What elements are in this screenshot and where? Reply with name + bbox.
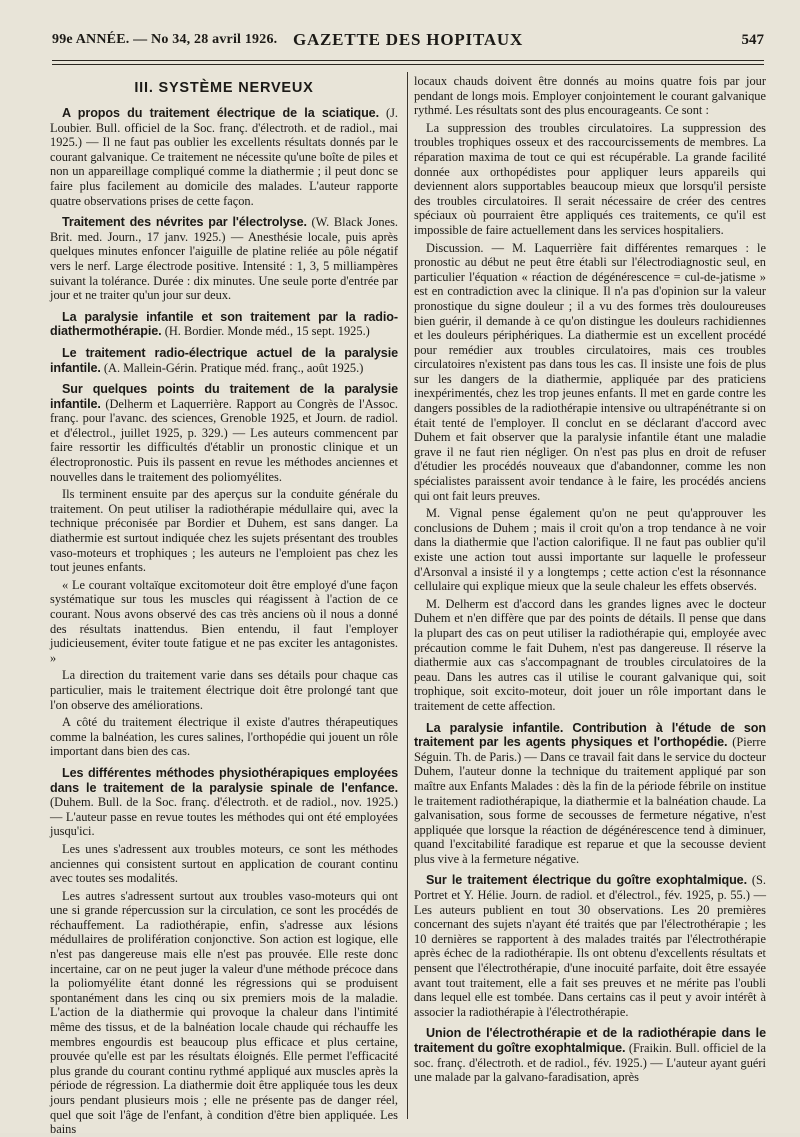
issue-line: 99e ANNÉE. — No 34, 28 avril 1926. bbox=[52, 32, 278, 47]
section-title: III. SYSTÈME NERVEUX bbox=[134, 80, 314, 96]
article-body: (W. Black Jones. Brit. med. Journ., 17 janv. 1925.) — Anesthésie locale, puis après quelques minutes enfoncer l'aiguille de platine reliée au pôle négatif vers le nerf. Large électrode positive. Intensité : 1, 3, 5 milliampères suivant la tolérance. Durée : dix minutes. Une seule porte d'entrée par jour et ne traiter qu'un jour sur deux. bbox=[50, 215, 399, 303]
article-radio-electrique bbox=[50, 346, 398, 375]
column-divider bbox=[407, 72, 408, 1119]
left-column bbox=[50, 74, 399, 1137]
paragraph: La suppression des troubles circulatoires. La suppression des troubles trophiques osseux et des raccourcissements de membres. La réparation maxima de tout ce qui est récupérable. La grande facilité donnée aux orthopédistes pour appliquer leurs appareils qui deviennent alors supportables beaucoup mieux que lorsqu'il persiste des troubles circulatoires. Il serait nécessaire de créer des centres spéciaux où pourraient être appliqués ces traitements, ce qu'il est impossible de faire actuellement dans les services hospitaliers. bbox=[414, 120, 766, 237]
article-title: A propos du traitement électrique de la sciatique. bbox=[62, 106, 379, 120]
article-radio-diathermo bbox=[50, 310, 398, 339]
paragraph: Ils terminent ensuite par des aperçus sur la conduite générale du traitement. On peut utiliser la radiothérapie médullaire qui, avec la technique préconisée par Bordier et Duhem, est sans danger. La diathermie est surtout indiquée chez les sujets présentant des troubles vaso-moteurs et trophiques ; les auteurs ne l'emploient pas chez les tout jeunes enfants. bbox=[50, 487, 398, 575]
paragraph-quote: « Le courant voltaïque excitomoteur doit être employé d'une façon systématique sur tous les muscles qui réagissent à l'action de ce courant. Nous avons observé des cas très anciens où il nous a donné des résultats inattendus. Bien entendu, il faut l'employer judicieusement, éviter toute fatigue et ne pas exciter les antagonistes. » bbox=[50, 577, 398, 665]
article-body: (Pierre Séguin. Th. de Paris.) — Dans ce travail fait dans le service du docteur Duhem, l'auteur donne la technique du traitement appliqué par son maître aux Enfants Malades : dès la fin de la période fébrile on institue le traitement radiothérapique, la diathermie et la balnéation chaude. La galvanisation, sous forme de secousses de fermeture négative, n'est appliquée que lorsque la réaction de dégénérescence tend à diminuer, quand l'excitabilité faradique est reparue et que la secousse devient plus vive à la fermeture négative. bbox=[414, 735, 766, 866]
paragraph-continued: locaux chauds doivent être donnés au moins quatre fois par jour pendant de longs mois. Employer conjointement le courant galvanique rythmé. Les résultats sont des plus encourageants. Ce sont : bbox=[414, 74, 766, 118]
paragraph: Les autres s'adressent surtout aux troubles vaso-moteurs qui ont une si grande répercussion sur la circulation, ce sont les procédés de réchauffement. La radiothérapie, enfin, s'adresse aux lésions médullaires de prolifération conjonctive. Son action est logique, elle n'est pas dangereuse mais elle n'est pas prouvée. Elle reste donc incertaine, car on ne peut juger la valeur d'une méthode précoce dans la poliomyélite étant donné les régressions qui se produisent spontanément dans les cinq ou six premiers mois de la maladie. L'action de la diathermie qui provoque la chaleur dans l'intimité même des tissus, et de la balnéation locale chaude qui réchauffe les membres engourdis est beaucoup plus efficace et plus certaine, prouvée qu'elle est par les résultats éloignés. Elle permet l'efficacité plus grande du courant continu rythmé appliqué aux muscles après la période de régression. La diathermie doit être appliquée tous les deux jours pendant plusieurs mois ; elle ne présente pas de danger réel, quel que soit l'âge de l'enfant, à condition d'être bien appliquée. Les bains bbox=[50, 888, 398, 1137]
paragraph: M. Vignal pense également qu'on ne peut qu'approuver les conclusions de Duhem ; mais il croit qu'on a trop tendance à ne voir dans la diathermie que l'action calorifique. Il ne faut pas oublier qu'il existe une action tout aussi importante sur laquelle le professeur d'Arsonval a insisté il y a longtemps ; cette action c'est la résonnance cellulaire qui explique mieux que la seule chaleur les effets observés. bbox=[414, 506, 766, 594]
article-title: Sur quelques points du traitement de la paralysie infantile. bbox=[50, 382, 398, 411]
article-quelques-points bbox=[50, 382, 398, 759]
article-title: La paralysie infantile et son traitement par la radio-diathermothérapie. bbox=[50, 309, 398, 339]
article-title: Le traitement radio-électrique actuel de la paralysie infantile. bbox=[50, 345, 398, 375]
article-title: Traitement des névrites par l'électrolyse. bbox=[62, 215, 307, 230]
page-number: 547 bbox=[741, 32, 764, 48]
header-rule bbox=[52, 60, 764, 61]
article-title: Union de l'électrothérapie et de la radiothérapie dans le traitement du goître exophtalmique. bbox=[414, 1026, 766, 1055]
paragraph: A côté du traitement électrique il existe d'autres thérapeutiques comme la balnéation, les cures salines, l'orthopédie qui jouent un rôle important dans bien des cas. bbox=[50, 715, 398, 759]
article-seguin bbox=[414, 721, 766, 867]
article-body: (Fraikin. Bull. officiel de la soc. franç. d'électroth. et de radiol., fév. 1925.) — L'auteur ayant guéri une malade par la galvano-faradisation, après bbox=[414, 1041, 766, 1085]
article-body: (S. Portret et Y. Hélie. Journ. de radiol. et d'électrol., fév. 1925, p. 55.) — Les auteurs publient en tout 30 observations. Les 20 premières concernant des sujets n'ayant été traités que par l'électrothérapie ; les 10 dernières se rapportent à des malades traités par l'électrothérapie après échec de la radiothérapie. Ils ont obtenu d'excellents résultats et pensent que l'électrothérapie, d'une inocuité parfaite, doit être essayée avant tout traitement, elle a fait ses preuves et ne mérite pas l'oubli dans lequel elle est tombée. Dans certains cas il peut y avoir intérêt à associer la radiothérapie à l'électrothérapie. bbox=[414, 873, 766, 1019]
article-title: Sur le traitement électrique du goître exophtalmique. bbox=[426, 873, 747, 888]
right-column bbox=[414, 74, 766, 1123]
article-sciatique bbox=[50, 106, 398, 208]
article-body: (Duhem. Bull. de la Soc. franç. d'électroth. et de radiol., nov. 1925.) — L'auteur passe en revue toutes les méthodes qui ont été employées jusqu'ici. bbox=[50, 795, 398, 839]
article-body: (Delherm et Laquerrière. Rapport au Congrès de l'Assoc. franç. pour l'avanc. des sciences, Grenoble 1925, et Journ. de radiol. et d'électrol., juillet 1925, p. 329.) — Les auteurs commencent par faire ressortir les difficultés d'établir un pronostic clinique et un électropronostic. Puis ils passent en revue les méthodes anciennes et nouvelles dans le traitement des poliomyélites. bbox=[50, 396, 398, 484]
paragraph: La direction du traitement varie dans ses détails pour chaque cas particulier, mais le traitement électrique doit être prolongé tant que l'on observe des améliorations. bbox=[50, 668, 398, 712]
article-title: La paralysie infantile. Contribution à l'étude de son traitement par les agents physiques et l'orthopédie. bbox=[414, 720, 766, 750]
article-title: Les différentes méthodes physiothérapiques employées dans le traitement de la paralysie spinale de l'enfance. bbox=[50, 765, 398, 795]
paragraph: Les unes s'adressent aux troubles moteurs, ce sont les méthodes anciennes qui consistent surtout en application de courant continu avec toutes ses modalités. bbox=[50, 841, 398, 886]
journal-title: GAZETTE DES HOPITAUX bbox=[292, 30, 524, 49]
article-nevrites bbox=[50, 215, 398, 303]
article-methodes-physio bbox=[50, 766, 398, 1137]
paragraph-discussion: Discussion. — M. Laquerrière fait différentes remarques : le pronostic au début ne peut être établi sur l'électrodiagnostic seul, en particulier l'équation « réaction de dégénérescence = cul-de-jatisme » est en contradiction avec la clinique. Il n'a pas d'opinion sur la valeur pronostique du signe douleur ; il a vu des formes très douloureuses bien guérir, il demande à ce qu'on distingue les douleurs rachidiennes et les douleurs périphériques. La diathermie est un excellent procédé pour remédier aux troubles circulatoires, mais ces troubles circulatoires n'existent pas dans tous les cas. Il insiste une fois de plus sur les dangers de la diathermie, appliquée par des praticiens inexpérimentés, chez les trop jeunes enfants. Il met en garde contre les dangers possibles de la radiothérapie intensive ou ultrapénétrante si on était tenté de l'employer. Il conclut en se déclarant d'accord avec Duhem et fait observer que la paralysie infantile étant une maladie grave il ne faut rien négliger. On n'est pas plus en droit de refuser d'étudier les procédés nouveaux que d'abandonner, comme les non spécialistes paraissent avoir tendance à le faire, les procédés anciens qui ont fait leurs preuves. bbox=[414, 240, 766, 503]
article-body: (J. Loubier. Bull. officiel de la Soc. franç. d'électroth. et de radiol., mai 1925.) — Il ne faut pas oublier les excellents résultats donnés par le courant galvanique. Ce traitement ne nécessite qu'une boîte de piles et non un appareillage compliqué comme la diathermie ; il peut donc se faire plus facilement au domicile des malades. L'auteur rapporte quatre observations prises de cette façon. bbox=[50, 106, 398, 208]
running-head bbox=[52, 30, 764, 54]
article-goitre bbox=[414, 873, 766, 1019]
paragraph: M. Delherm est d'accord dans les grandes lignes avec le docteur Duhem et n'en diffère que par des points de détails. Il pense que dans la plupart des cas on peut utiliser la radiothérapie qui, employée avec précaution comme le fait Duhem, n'est pas dangereuse. Il réserve la diathermie aux cas s'accompagnant de troubles circulatoires de la peau. Dans les autres cas il utilise le courant galvanique qui, soit trophique, soit excito-moteur, doit jouer un rôle important dans le traitement de cette affection. bbox=[414, 596, 766, 713]
article-union bbox=[414, 1026, 766, 1084]
header-rule-double bbox=[52, 64, 764, 65]
article-body: (H. Bordier. Monde méd., 15 sept. 1925.) bbox=[164, 324, 370, 339]
article-body: (A. Mallein-Gérin. Pratique méd. franç., août 1925.) bbox=[103, 360, 364, 375]
